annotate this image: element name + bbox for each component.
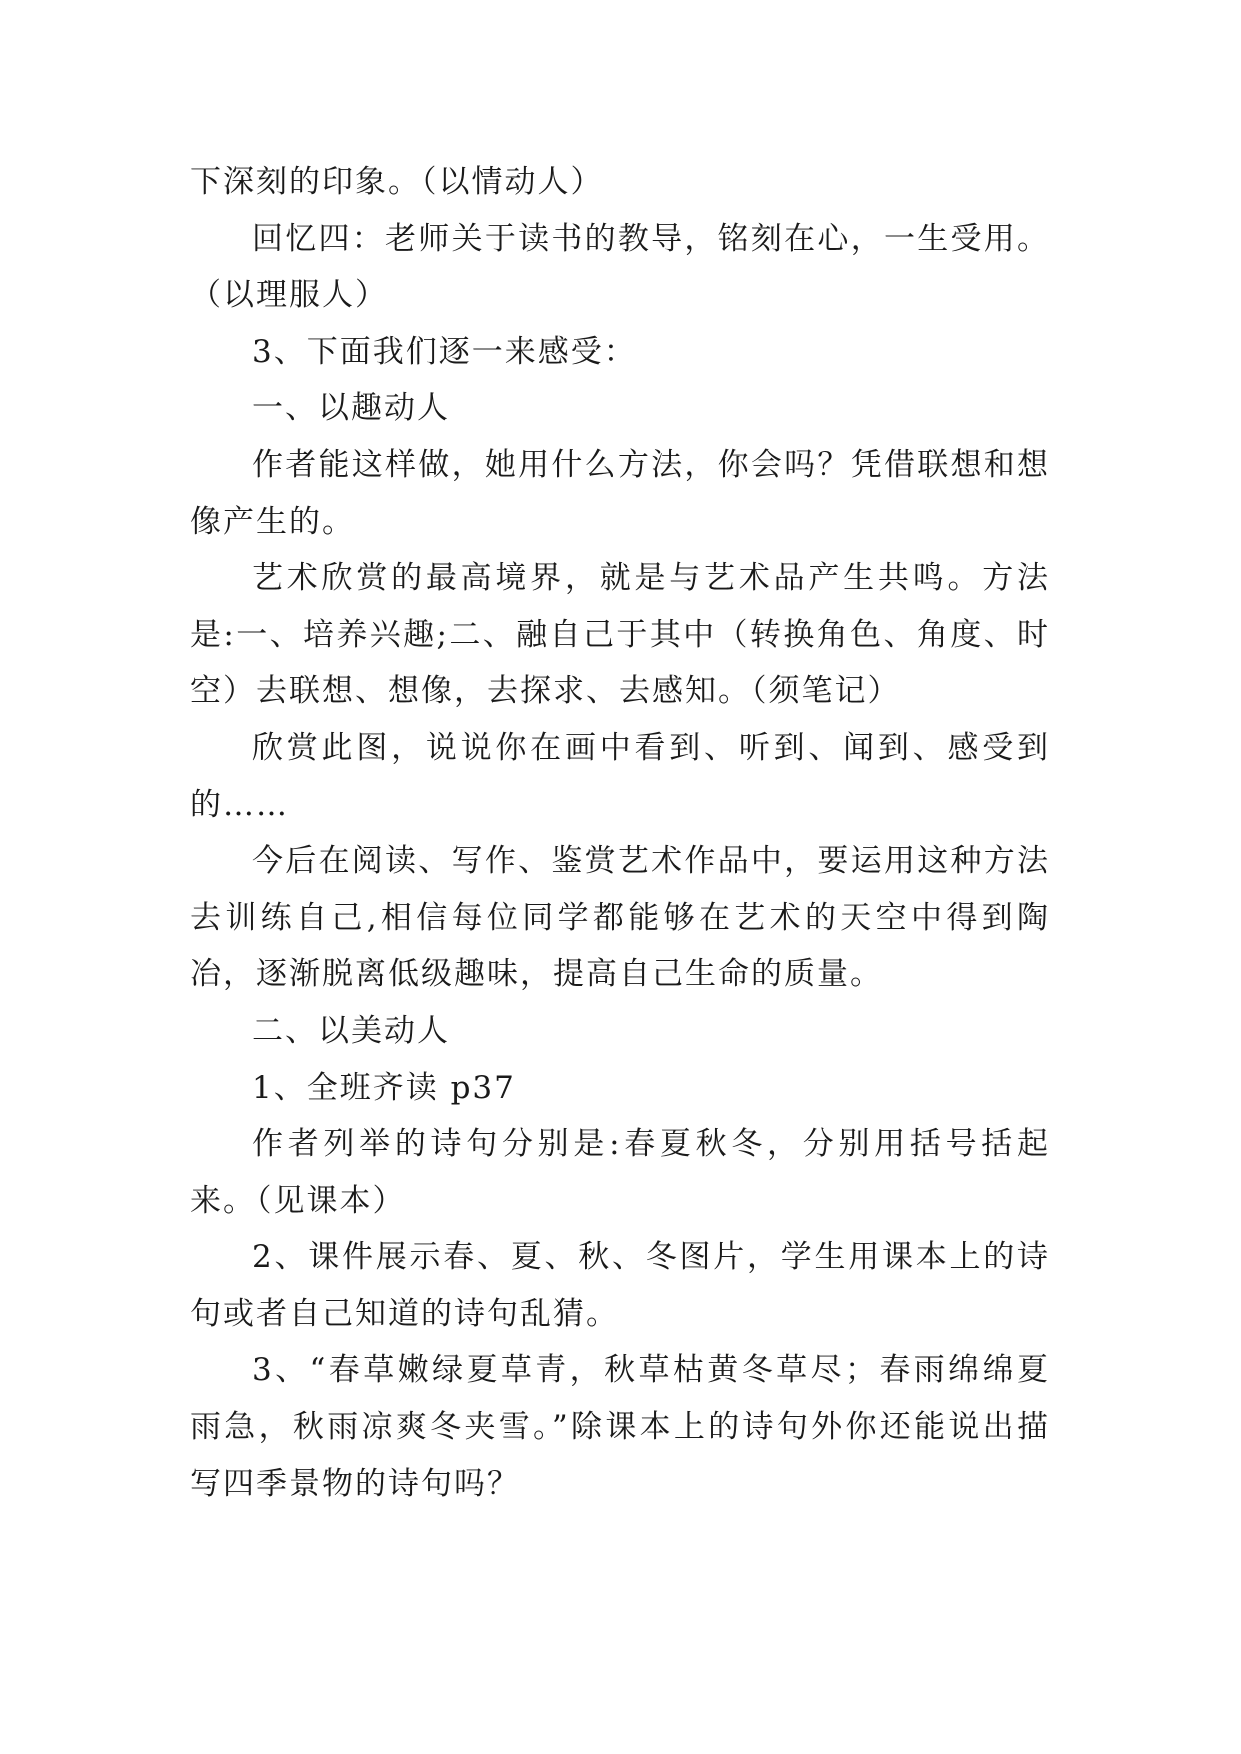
paragraph: 1、全班齐读 p37 xyxy=(252,1069,516,1106)
paragraph: 3、下面我们逐一来感受： xyxy=(252,333,637,370)
paragraph: 欣赏此图，说说你在画中看到、听到、闻到、感受到的…… xyxy=(190,729,1050,823)
section-heading: 二、以美动人 xyxy=(252,1012,450,1049)
paragraph: 3、“春草嫩绿夏草青，秋草枯黄冬草尽；春雨绵绵夏雨急，秋雨凉爽冬夹雪。”除课本上的诗句外你还能说出描写四季景物的诗句吗？ xyxy=(190,1352,1050,1502)
paragraph: 2、课件展示春、夏、秋、冬图片，学生用课本上的诗句或者自己知道的诗句乱猜。 xyxy=(190,1239,1050,1332)
paragraph: 下深刻的印象。（以情动人） xyxy=(190,164,604,200)
document-page xyxy=(190,154,1050,1512)
paragraph: 今后在阅读、写作、鉴赏艺术作品中，要运用这种方法去训练自己,相信每位同学都能够在艺术的天空中得到陶冶，逐渐脱离低级趣味，提高自己生命的质量。 xyxy=(190,843,1050,993)
section-heading: 一、以趣动人 xyxy=(252,390,450,427)
paragraph: 作者列举的诗句分别是:春夏秋冬，分别用括号括起来。（见课本） xyxy=(190,1126,1050,1219)
paragraph: 回忆四：老师关于读书的教导，铭刻在心，一生受用。（以理服人） xyxy=(190,220,1050,314)
paragraph: 作者能这样做，她用什么方法，你会吗？凭借联想和想像产生的。 xyxy=(190,446,1050,540)
paragraph: 艺术欣赏的最高境界，就是与艺术品产生共鸣。方法是:一、培养兴趣;二、融自己于其中（转换角色、角度、时空）去联想、想像，去探求、去感知。（须笔记） xyxy=(190,560,1050,710)
